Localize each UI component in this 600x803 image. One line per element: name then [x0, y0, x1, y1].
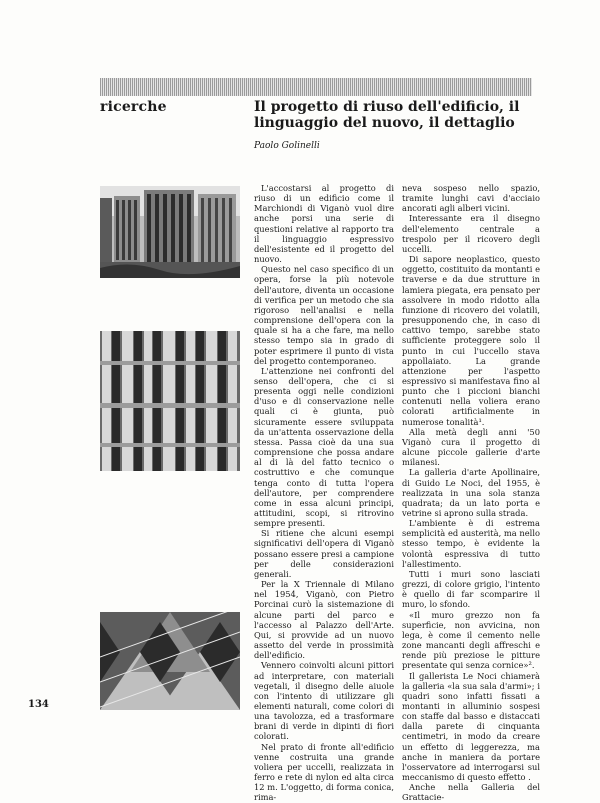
text-column-right — [402, 183, 540, 803]
paragraph: L'ambiente è di estrema semplicità ed austerità, ma nello stesso tempo, è evidente la volontà espressiva di tutto l'allestimento. — [402, 518, 540, 569]
paragraph: Il gallerista Le Noci chiamerà la galleria «la sua sala d'armi»; i quadri sono infatti fissati a montanti in alluminio sospesi con staffe dal basso e distaccati dalla parete di cinquanta centimetri, in modo da creare un effetto di leggerezza, ma anche in maniera da portare l'osservatore ad interrogarsi sul meccanismo di questo effetto . — [402, 670, 540, 783]
paragraph: Di sapore neoplastico, questo oggetto, costituito da montanti e traverse e da due strutture in lamiera piegata, era pensato per assolvere in modo ridotto alla funzione di ricovero dei volatili, presupponendo che, in caso di cattivo tempo, sarebbe stato sufficiente proteggere solo il punto in cui l'uccello stava appollaiato. La grande attenzione per l'aspetto espressivo si manifestava fino al punto che i piccioni bianchi contenuti nella voliera erano colorati artificialmente in numerose tonalità¹. — [402, 254, 540, 427]
paragraph: Per la X Triennale di Milano nel 1954, Viganò, con Pietro Porcinai curò la sistemazione di alcune parti del parco e l'accesso al Palazzo dell'Arte. Qui, si provvide ad un nuovo assetto del verde in prossimità dell'edificio. — [254, 579, 394, 661]
paragraph: L'accostarsi al progetto di riuso di un edificio come il Marchiondi di Viganò vuol dire anche porsi una serie di questioni relative al rapporto tra il linguaggio espressivo dell'esistente ed il progetto del nuovo. — [254, 183, 394, 265]
section-label: ricerche — [100, 99, 167, 115]
floor-pattern-photo — [100, 612, 240, 710]
paragraph: Tutti i muri sono lasciati grezzi, di colore grigio, l'intento è quello di far scomparire il muro, lo sfondo. — [402, 568, 540, 610]
paragraph: L'attenzione nei confronti del senso dell'opera, che ci si presenta oggi nelle condizioni d'uso e di conservazione nelle quali ci è giunta, può sicuramente essere sviluppata da un'attenta osservazione della stessa. Passa cioè da una sua comprensione che possa andare al di là del fatto tecnico o costruttivo e che comunque tenga conto di tutta l'opera dell'autore, per comprendere come in essa alcuni principi, attitudini, scopi, si ritrovino sempre presenti. — [254, 365, 394, 529]
page-number: 134 — [28, 699, 49, 710]
paragraph: La galleria d'arte Apollinaire, di Guido Le Noci, del 1955, è realizzata in una sola stanza quadrata; da un lato porta e vetrine si aprono sulla strada. — [402, 467, 540, 518]
paragraph: «Il muro grezzo non fa superficie, non avvicina, non lega, è come il cemento nelle zone mancanti degli affreschi e rende più preziose le pitture presentate qui senza cornice»². — [402, 609, 540, 671]
paragraph: Alla metà degli anni '50 Viganò cura il progetto di alcune piccole gallerie d'arte milanesi. — [402, 426, 540, 468]
paragraph: neva sospeso nello spazio, tramite lunghi cavi d'acciaio ancorati agli alberi vicini. — [402, 183, 540, 214]
text-column-left — [254, 183, 394, 803]
header-band — [100, 78, 532, 96]
paragraph: Interessante era il disegno dell'elemento centrale a trespolo per il ricovero degli uccelli. — [402, 213, 540, 254]
paragraph: Nel prato di fronte all'edificio venne costruita una grande voliera per uccelli, realizzata in ferro e rete di nylon ed alta circa 12 m. L'oggetto, di forma conica, rima- — [254, 741, 394, 803]
building-facade-photo — [100, 186, 240, 278]
paragraph: Vennero coinvolti alcuni pittori ad interpretare, con materiali vegetali, il disegno delle aiuole con l'intento di utilizzare gli elementi naturali, come colori di una tavolozza, ed a trasformare brani di verde in dipinti di fiori colorati. — [254, 660, 394, 742]
article-title: Il progetto di riuso dell'edificio, il linguaggio del nuovo, il dettaglio — [254, 99, 520, 131]
paragraph: Anche nella Galleria del Grattacie- — [402, 782, 540, 803]
paragraph: Si ritiene che alcuni esempi significativi dell'opera di Viganò possano essere presi a campione per delle considerazioni generali. — [254, 528, 394, 579]
structure-detail-photo — [100, 331, 240, 471]
paragraph: Questo nel caso specifico di un opera, forse la più notevole dell'autore, diventa un occasione di verifica per un metodo che sia rigoroso nell'analisi e nella comprensione dell'opera con la quale si ha a che fare, ma nello stesso tempo sia in grado di poter esprimere il punto di vista del progetto contemporaneo. — [254, 264, 394, 366]
author-name: Paolo Golinelli — [254, 141, 320, 151]
